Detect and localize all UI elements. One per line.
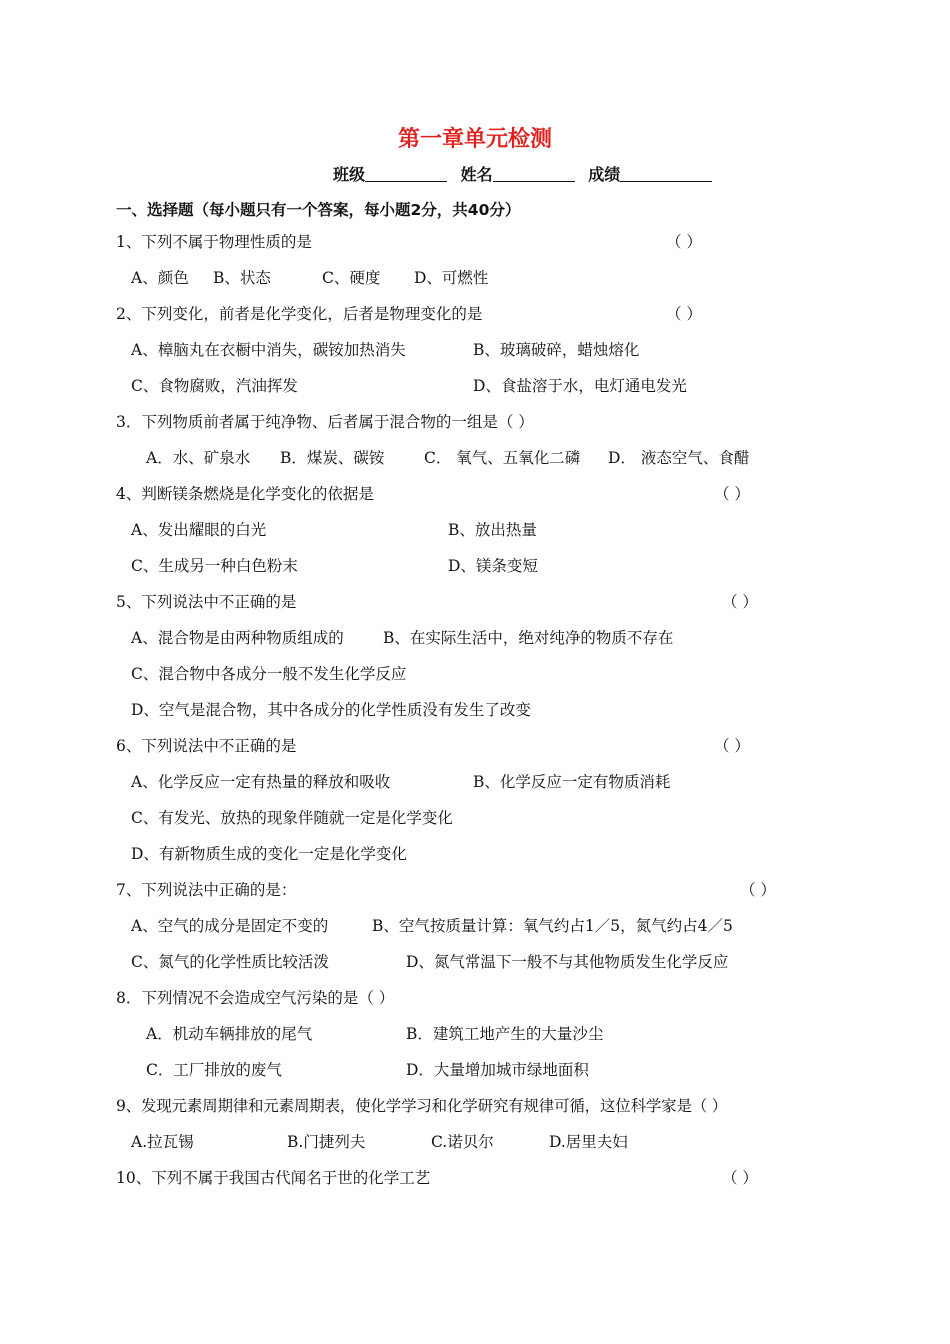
option: A、空气的成分是固定不变的 <box>131 917 329 935</box>
question-stem: 7、下列说法中正确的是： <box>116 881 297 899</box>
option: B、放出热量 <box>448 521 537 539</box>
option: D、空气是混合物，其中各成分的化学性质没有发生了改变 <box>131 701 531 719</box>
option: D． 液态空气、食醋 <box>608 449 750 467</box>
answer-paren: （ ） <box>740 881 776 899</box>
answer-paren: （ ） <box>714 485 750 503</box>
score-blank <box>620 165 712 182</box>
option: C、硬度 <box>322 269 381 287</box>
section-heading: 一、选择题（每小题只有一个答案，每小题2分，共40分） <box>116 201 521 219</box>
option: C、混合物中各成分一般不发生化学反应 <box>131 665 407 683</box>
option: A、颜色 <box>131 269 189 287</box>
option: C、有发光、放热的现象伴随就一定是化学变化 <box>131 809 453 827</box>
question-stem: 9、发现元素周期律和元素周期表，使化学学习和化学研究有规律可循，这位科学家是（ ） <box>116 1097 728 1115</box>
option: D．大量增加城市绿地面积 <box>406 1061 589 1079</box>
option: A．水、矿泉水 <box>146 449 251 467</box>
answer-paren: （ ） <box>714 737 750 755</box>
option: A、樟脑丸在衣橱中消失，碳铵加热消失 <box>131 341 406 359</box>
option: B．建筑工地产生的大量沙尘 <box>406 1025 604 1043</box>
option: B、在实际生活中，绝对纯净的物质不存在 <box>383 629 674 647</box>
option: B、玻璃破碎，蜡烛熔化 <box>473 341 640 359</box>
option: B、状态 <box>213 269 271 287</box>
answer-paren: （ ） <box>722 1169 758 1187</box>
option: A、化学反应一定有热量的释放和吸收 <box>131 773 391 791</box>
class-blank <box>365 165 447 182</box>
question-stem: 6、下列说法中不正确的是 <box>116 737 297 755</box>
name-label: 姓名 <box>460 165 493 184</box>
student-info-line <box>333 162 720 185</box>
question-stem: 1、下列不属于物理性质的是 <box>116 233 312 251</box>
option: A、发出耀眼的白光 <box>131 521 267 539</box>
option: D、食盐溶于水，电灯通电发光 <box>473 377 687 395</box>
option: A.拉瓦锡 <box>131 1133 194 1151</box>
option: B．煤炭、碳铵 <box>280 449 385 467</box>
class-label: 班级 <box>333 165 366 184</box>
question-stem: 8．下列情况不会造成空气污染的是（ ） <box>116 989 395 1007</box>
option: D、可燃性 <box>414 269 489 287</box>
question-stem: 3．下列物质前者属于纯净物、后者属于混合物的一组是（ ） <box>116 413 534 431</box>
option: B.门捷列夫 <box>287 1133 366 1151</box>
name-blank <box>493 165 575 182</box>
answer-paren: （ ） <box>666 233 702 251</box>
question-stem: 4、判断镁条燃烧是化学变化的依据是 <box>116 485 374 503</box>
option: C．工厂排放的废气 <box>146 1061 282 1079</box>
question-stem: 10、下列不属于我国古代闻名于世的化学工艺 <box>116 1169 431 1187</box>
option: C、氮气的化学性质比较活泼 <box>131 953 329 971</box>
option: D、氮气常温下一般不与其他物质发生化学反应 <box>406 953 729 971</box>
option: A、混合物是由两种物质组成的 <box>131 629 344 647</box>
page-title: 第一章单元检测 <box>397 127 552 152</box>
option: D、镁条变短 <box>448 557 538 575</box>
question-stem: 5、下列说法中不正确的是 <box>116 593 297 611</box>
option: C、生成另一种白色粉末 <box>131 557 298 575</box>
score-label: 成绩 <box>588 165 621 184</box>
question-stem: 2、下列变化，前者是化学变化，后者是物理变化的是 <box>116 305 483 323</box>
option: C． 氧气、五氧化二磷 <box>424 449 581 467</box>
answer-paren: （ ） <box>722 593 758 611</box>
option: D、有新物质生成的变化一定是化学变化 <box>131 845 407 863</box>
option: C.诺贝尔 <box>431 1133 494 1151</box>
option: A．机动车辆排放的尾气 <box>146 1025 313 1043</box>
option: B、化学反应一定有物质消耗 <box>473 773 671 791</box>
answer-paren: （ ） <box>666 305 702 323</box>
option: B、空气按质量计算：氧气约占1／5，氮气约占4／5 <box>372 917 733 935</box>
option: C、食物腐败，汽油挥发 <box>131 377 298 395</box>
option: D.居里夫妇 <box>549 1133 628 1151</box>
